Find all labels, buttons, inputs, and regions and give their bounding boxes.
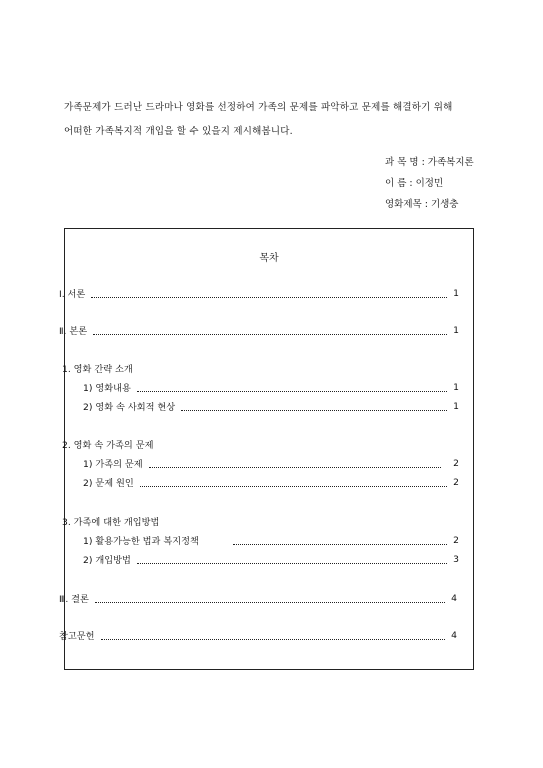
toc-entry-page: 2: [453, 476, 459, 488]
toc-entry-label: 1) 영화내용: [83, 383, 131, 394]
toc-entry-film-content[interactable]: [83, 380, 459, 394]
toc-entry-label: 2. 영화 속 가족의 문제: [62, 440, 154, 451]
toc-entry-page: 1: [453, 381, 459, 393]
toc-entry-page: 4: [451, 592, 457, 604]
meta-course: 과 목 명 : 가족복지론: [385, 157, 474, 168]
toc-entry-family-problem[interactable]: [83, 456, 459, 470]
toc-entry-page: 3: [453, 553, 459, 565]
meta-name: 이 름 : 이정민: [385, 178, 444, 189]
intro-line-1: 가족문제가 드러난 드라마나 영화를 선정하여 가족의 문제를 파악하고 문제를 해결하기 위해: [64, 102, 453, 113]
toc-entry-label: 1. 영화 간략 소개: [62, 364, 133, 375]
toc-entry-body[interactable]: [59, 323, 459, 337]
toc-leader-dots: [149, 459, 441, 468]
document-meta: [385, 152, 474, 215]
toc-entry-page: 2: [453, 457, 459, 469]
toc-entry-label: 1) 활용가능한 법과 복지정책: [83, 536, 199, 547]
toc-entry-label: 2) 문제 원인: [83, 478, 134, 489]
toc-leader-dots: [137, 383, 447, 392]
toc-entry-page: 1: [453, 400, 459, 412]
toc-section-intervention[interactable]: [62, 514, 159, 528]
toc-leader-dots: [137, 555, 447, 564]
meta-film: 영화제목 : 기생충: [385, 199, 459, 210]
toc-section-family-problems[interactable]: [62, 437, 153, 451]
table-of-contents: [59, 228, 474, 670]
toc-leader-dots: [140, 478, 447, 487]
toc-entry-conclusion[interactable]: [59, 591, 457, 605]
toc-entry-page: 1: [453, 324, 459, 336]
toc-leader-dots: [181, 402, 447, 411]
intro-line-2: 어떠한 가족복지적 개입을 할 수 있을지 제시해봅니다.: [64, 126, 293, 137]
toc-section-film-intro[interactable]: [62, 361, 133, 375]
toc-title: 목차: [259, 253, 279, 264]
intro-paragraph: [64, 96, 484, 144]
toc-entry-references[interactable]: [59, 628, 457, 642]
toc-entry-label: 1) 가족의 문제: [83, 459, 143, 470]
toc-leader-dots: [91, 289, 447, 298]
toc-entry-label: Ⅱ. 본론: [59, 326, 88, 337]
toc-entry-page: 1: [453, 287, 459, 299]
toc-entry-introduction[interactable]: [59, 286, 459, 300]
toc-leader-dots: [95, 594, 445, 603]
toc-entry-problem-causes[interactable]: [83, 475, 459, 489]
toc-entry-label: 3. 가족에 대한 개입방법: [62, 517, 160, 528]
toc-entry-label: 2) 영화 속 사회적 현상: [83, 402, 176, 413]
toc-entry-page: 4: [451, 629, 457, 641]
toc-entry-page: 2: [453, 534, 459, 546]
toc-entry-label: Ⅰ. 서론: [59, 289, 86, 300]
toc-leader-dots: [93, 326, 447, 335]
toc-entry-label: Ⅲ. 결론: [59, 594, 89, 605]
toc-entry-intervention-methods[interactable]: [83, 552, 459, 566]
toc-leader-dots: [101, 631, 445, 640]
toc-entry-social-phenomena[interactable]: [83, 399, 459, 413]
toc-entry-label: 2) 개입방법: [83, 555, 131, 566]
toc-entry-label: 참고문헌: [59, 631, 95, 642]
toc-leader-dots: [233, 536, 447, 545]
toc-entry-laws-policies[interactable]: [83, 533, 459, 547]
